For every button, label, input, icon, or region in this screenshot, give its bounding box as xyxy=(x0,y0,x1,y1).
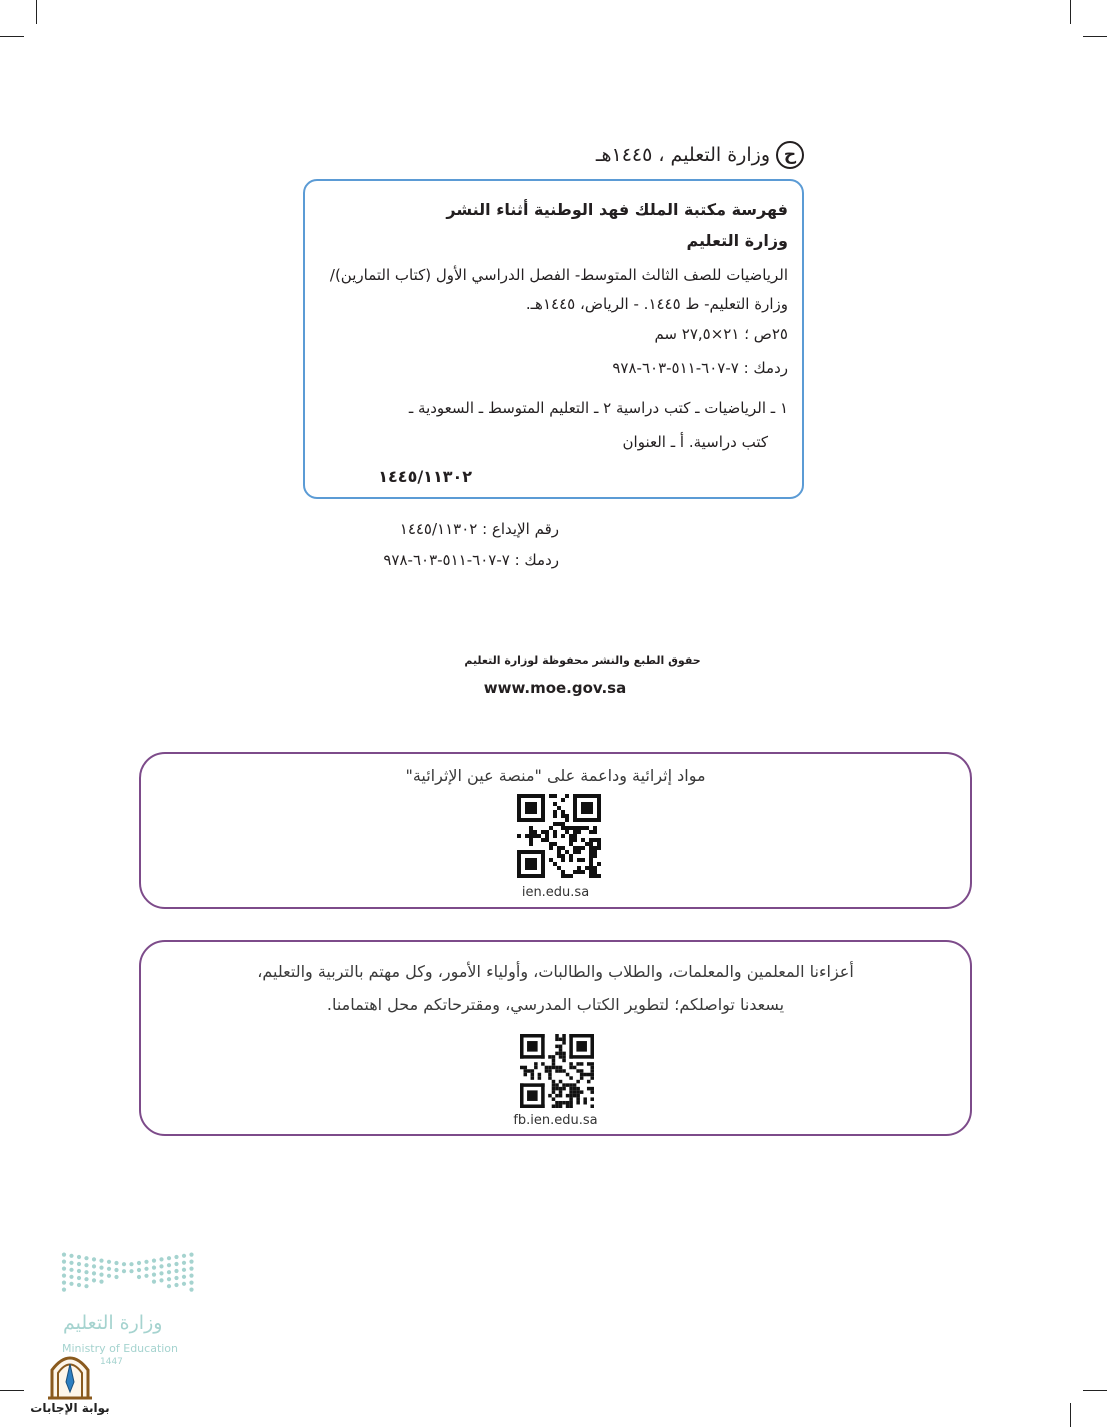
catalog-subjects-1: ١ ـ الرياضيات ـ كتب دراسية ٢ ـ التعليم المتوسط ـ السعودية ـ xyxy=(408,399,788,417)
crop-mark xyxy=(36,0,37,24)
copyright-text: وزارة التعليم ، ١٤٤٥هـ xyxy=(595,144,770,166)
catalog-box xyxy=(303,179,804,499)
answers-portal-watermark xyxy=(30,1348,110,1415)
catalog-publisher: وزارة التعليم- ط ١٤٤٥. - الرياض، ١٤٤٥هـ. xyxy=(525,295,788,313)
catalog-heading: فهرسة مكتبة الملك فهد الوطنية أثناء النشر xyxy=(446,200,788,219)
logo-english: Ministry of Education xyxy=(62,1342,179,1355)
arch-pen-icon xyxy=(30,1348,110,1400)
catalog-author: وزارة التعليم xyxy=(686,231,788,250)
catalog-isbn: ردمك : ٧-٦٠٧-٥١١-٦٠٣-٩٧٨ xyxy=(612,359,788,377)
qr-code-icon[interactable] xyxy=(517,794,601,878)
ministry-logo xyxy=(58,1248,203,1367)
logo-year: 1447 xyxy=(100,1357,123,1367)
website-link[interactable]: www.moe.gov.sa xyxy=(483,679,627,697)
crop-mark xyxy=(1083,1390,1107,1391)
catalog-subjects-2: كتب دراسية. أ ـ العنوان xyxy=(622,433,768,451)
enrichment-panel xyxy=(139,752,972,909)
crop-mark xyxy=(1070,0,1071,24)
feedback-url[interactable]: fb.ien.edu.sa xyxy=(513,1113,598,1128)
crop-mark xyxy=(1083,36,1107,37)
enrichment-url[interactable]: ien.edu.sa xyxy=(521,885,590,900)
copyright-symbol: ح xyxy=(776,141,804,169)
qr-code-icon[interactable] xyxy=(520,1034,594,1108)
crop-mark xyxy=(1070,1403,1071,1427)
copyright-line xyxy=(304,141,804,169)
crop-mark xyxy=(0,36,24,37)
catalog-title: الرياضيات للصف الثالث المتوسط- الفصل الدراسي الأول (كتاب التمارين)/ xyxy=(329,266,788,284)
feedback-line-1: أعزاءنا المعلمين والمعلمات، والطلاب والطالبات، وأولياء الأمور، وكل مهتم بالتربية والتعليم، xyxy=(257,962,854,981)
catalog-call-number: ١٤٤٥/١١٣٠٢ xyxy=(378,467,472,486)
feedback-panel xyxy=(139,940,972,1136)
logo-dots-icon xyxy=(58,1248,198,1298)
deposit-isbn: ردمك : ٧-٦٠٧-٥١١-٦٠٣-٩٧٨ xyxy=(383,551,559,569)
rights-notice: حقوق الطبع والنشر محفوظة لوزارة التعليم xyxy=(464,654,701,667)
logo-arabic: وزارة التعليم xyxy=(63,1312,163,1334)
crop-mark xyxy=(0,1390,24,1391)
catalog-pages: ٢٥ص ؛ ٢١×٢٧,٥ سم xyxy=(654,325,788,343)
enrichment-text: مواد إثرائية وداعمة على "منصة عين الإثرائية" xyxy=(405,766,706,785)
portal-label: بوابة الإجابات xyxy=(30,1401,110,1415)
deposit-number: رقم الإيداع : ١٤٤٥/١١٣٠٢ xyxy=(399,520,559,538)
feedback-line-2: يسعدنا تواصلكم؛ لتطوير الكتاب المدرسي، ومقترحاتكم محل اهتمامنا. xyxy=(326,995,785,1014)
